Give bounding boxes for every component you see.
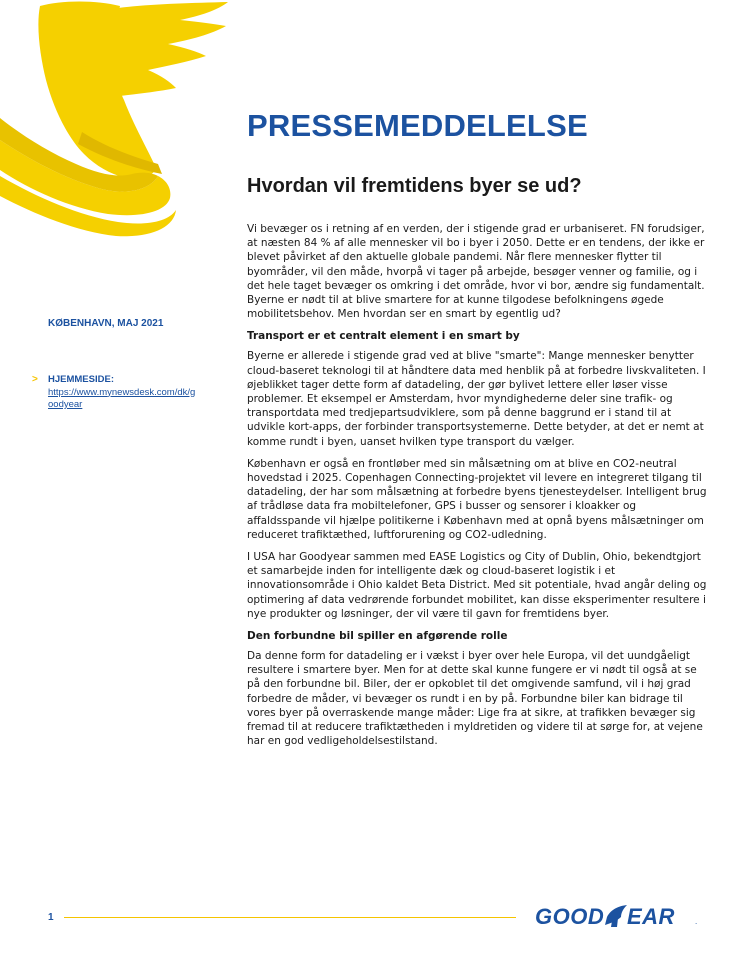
homepage-block [32, 374, 198, 412]
intro-paragraph: Vi bevæger os i retning af en verden, der i stigende grad er urbaniseret. FN forudsiger, at næsten 84 % af alle mennesker vil bo i byer i 2050. Dette er en tendens, der ikke er blevet påvirket af den aktuelle globale pandemi. Når flere mennesker flytter til byområder, vil den måde, hvorpå vi tager på arbejde, besøger venner og familie, og i det hele taget bevæger os omkring i det område, hvor vi bor, ændre sig fundamentalt. Byerne er nødt til at blive smartere for at kunne tilgodese befolkningens øgede mobilitetsbehov. Men hvordan ser en smart by egentlig ud? [247, 223, 705, 321]
svg-text:GOOD: GOOD [535, 904, 605, 929]
svg-text:.: . [695, 917, 698, 926]
article-subtitle: Hvordan vil fremtidens byer se ud? [247, 175, 582, 197]
paragraph-usa: I USA har Goodyear sammen med EASE Logistics og City of Dublin, Ohio, bekendtgjort et samarbejde inden for intelligente dæk og cloud-baseret logistik i et innovationsområde i Ohio kaldet Beta District. Med sit potentiale, hvad angår deling og optimering af data vedrørende forbundet mobilitet, kan disse eksperimenter resultere i nye produkter og løsninger, der vil være til gavn for fremtidens byer. [247, 551, 707, 620]
chevron-right-icon: > [32, 374, 38, 385]
paragraph-copenhagen: København er også en frontløber med sin målsætning om at blive en CO2-neutral hovedstad i 2025. Copenhagen Connecting-projektet vil levere en integreret tilgang til datadeling, der har som målsætning at forbedre byens tjenesteydelser. Intelligent brug af trådløse data fra mobiltelefoner, GPS i busser og sensorer i kloakker og affaldsspande vil hjælpe politikerne i København med at opnå byens målsætninger om reduceret trafiktæthed, luftforurening og CO2-udledning. [247, 457, 707, 541]
location-date: KØBENHAVN, MAJ 2021 [48, 318, 164, 329]
wingfoot-graphic [0, 0, 235, 240]
page-title: PRESSEMEDDELELSE [247, 108, 588, 143]
footer-divider [64, 917, 516, 918]
homepage-link[interactable]: https://www.mynewsdesk.com/dk/goodyear [48, 386, 196, 410]
paragraph-smart-cities: Byerne er allerede i stigende grad ved at blive "smarte": Mange mennesker benytter cloud-baseret teknologi til at håndtere data med henblik på at forbedre livskvaliteten. I øjeblikket tager dette form af datadeling, der gør bylivet lettere eller løser visse problemer. Et eksempel er Amsterdam, hvor myndighederne deler sine trafik- og transportdata med tredjepartsudviklere, som på denne baggrund er i stand til at udvikle kort-apps, der forbinder transportsystemerne. Dette betyder, at det er nemt at komme rundt i byen, uanset hvilken type transport du vælger. [247, 350, 706, 448]
section-heading-transport: Transport er et centralt element i en smart by [247, 330, 520, 343]
paragraph-connected-car: Da denne form for datadeling er i vækst i byer over hele Europa, vil det uundgåeligt resultere i smartere byer. Men for at dette skal kunne fungere er vi nødt til også at se på den forbundne bil. Biler, der er opkoblet til det omgivende samfund, vil i høj grad forbedre de måder, vi bevæger os rundt i en by på. Forbundne biler kan bidrage til vores byer på overraskende mange måder: Lige fra at sikre, at trafikken bevæger sig fremad til at reducere trafiktætheden i myldretiden og videre til at sørge for, at vejene har en god vedligeholdelsestilstand. [247, 650, 703, 748]
svg-text:EAR: EAR [627, 904, 675, 929]
goodyear-logo [535, 903, 707, 929]
section-heading-connected-car: Den forbundne bil spiller en afgørende rolle [247, 630, 508, 643]
article-body [247, 222, 709, 757]
homepage-label: HJEMMESIDE: [48, 374, 114, 385]
page-number: 1 [48, 912, 54, 923]
